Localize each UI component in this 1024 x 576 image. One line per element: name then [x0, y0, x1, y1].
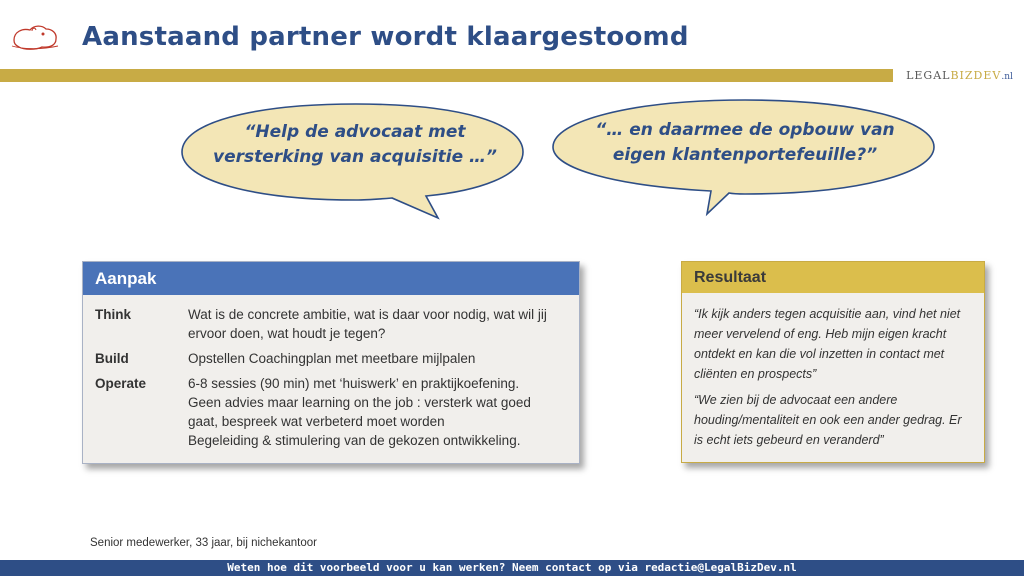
row-label: Operate	[95, 376, 147, 391]
row-text-line: ervoor doen, wat houdt je tegen?	[188, 326, 386, 341]
resultaat-panel	[681, 261, 985, 463]
row-text-line: Opstellen Coachingplan met meetbare mijlpalen	[188, 351, 476, 366]
page-title: Aanstaand partner wordt klaargestoomd	[82, 22, 689, 52]
quote-line: is echt iets gebeurd en veranderd”	[694, 433, 884, 447]
row-text-line: Geen advies maar learning on the job : versterk wat goed	[188, 395, 531, 410]
footnote: Senior medewerker, 33 jaar, bij nichekantoor	[90, 537, 317, 549]
quote-line: houding/mentaliteit en ook een ander gedrag. Er	[694, 413, 962, 427]
bubble-line: “… en daarmee de opbouw van	[595, 120, 895, 140]
aanpak-row-operate	[95, 374, 569, 450]
bubble-line: “Help de advocaat met	[244, 122, 466, 142]
result-quote	[682, 390, 984, 450]
brand-part-bizdev: BIZDEV	[950, 69, 1002, 82]
row-text-line: Begeleiding & stimulering van de gekozen ontwikkeling.	[188, 433, 521, 448]
brand-part-nl: .nl	[1001, 72, 1013, 82]
bubble-line: versterking van acquisitie …”	[213, 147, 497, 167]
quote-line: “We zien bij de advocaat een andere	[694, 393, 898, 407]
quote-line: meer vervelend of eng. Heb mijn eigen kracht	[694, 327, 947, 341]
speech-bubbles	[0, 0, 1024, 230]
bubble-quote-right	[555, 118, 935, 168]
row-text-line: 6-8 sessies (90 min) met ‘huiswerk’ en praktijkoefening.	[188, 376, 520, 391]
aanpak-row-build	[95, 349, 569, 368]
resultaat-title: Resultaat	[682, 262, 984, 293]
aanpak-panel	[82, 261, 580, 464]
quote-line: cliënten en prospects”	[694, 367, 817, 381]
bubble-quote-left	[185, 120, 525, 170]
brand-part-legal: LEGAL	[906, 69, 951, 82]
row-text-line: gaat, bespreek wat verbeterd moet worden	[188, 414, 445, 429]
aanpak-row-think	[95, 305, 569, 343]
bubble-line: eigen klantenportefeuille?”	[612, 145, 878, 165]
row-label: Think	[95, 307, 131, 322]
aanpak-title: Aanpak	[83, 262, 579, 295]
footer-contact-banner: Weten hoe dit voorbeeld voor u kan werken? Neem contact op via redactie@LegalBizDev.nl	[0, 560, 1024, 576]
quote-line: “Ik kijk anders tegen acquisitie aan, vind het niet	[694, 307, 961, 321]
row-text-line: Wat is de concrete ambitie, wat is daar voor nodig, wat wil jij	[188, 307, 547, 322]
result-quote	[682, 304, 984, 384]
row-label: Build	[95, 351, 129, 366]
quote-line: ontdekt en kan die vol inzetten in contact met	[694, 347, 945, 361]
